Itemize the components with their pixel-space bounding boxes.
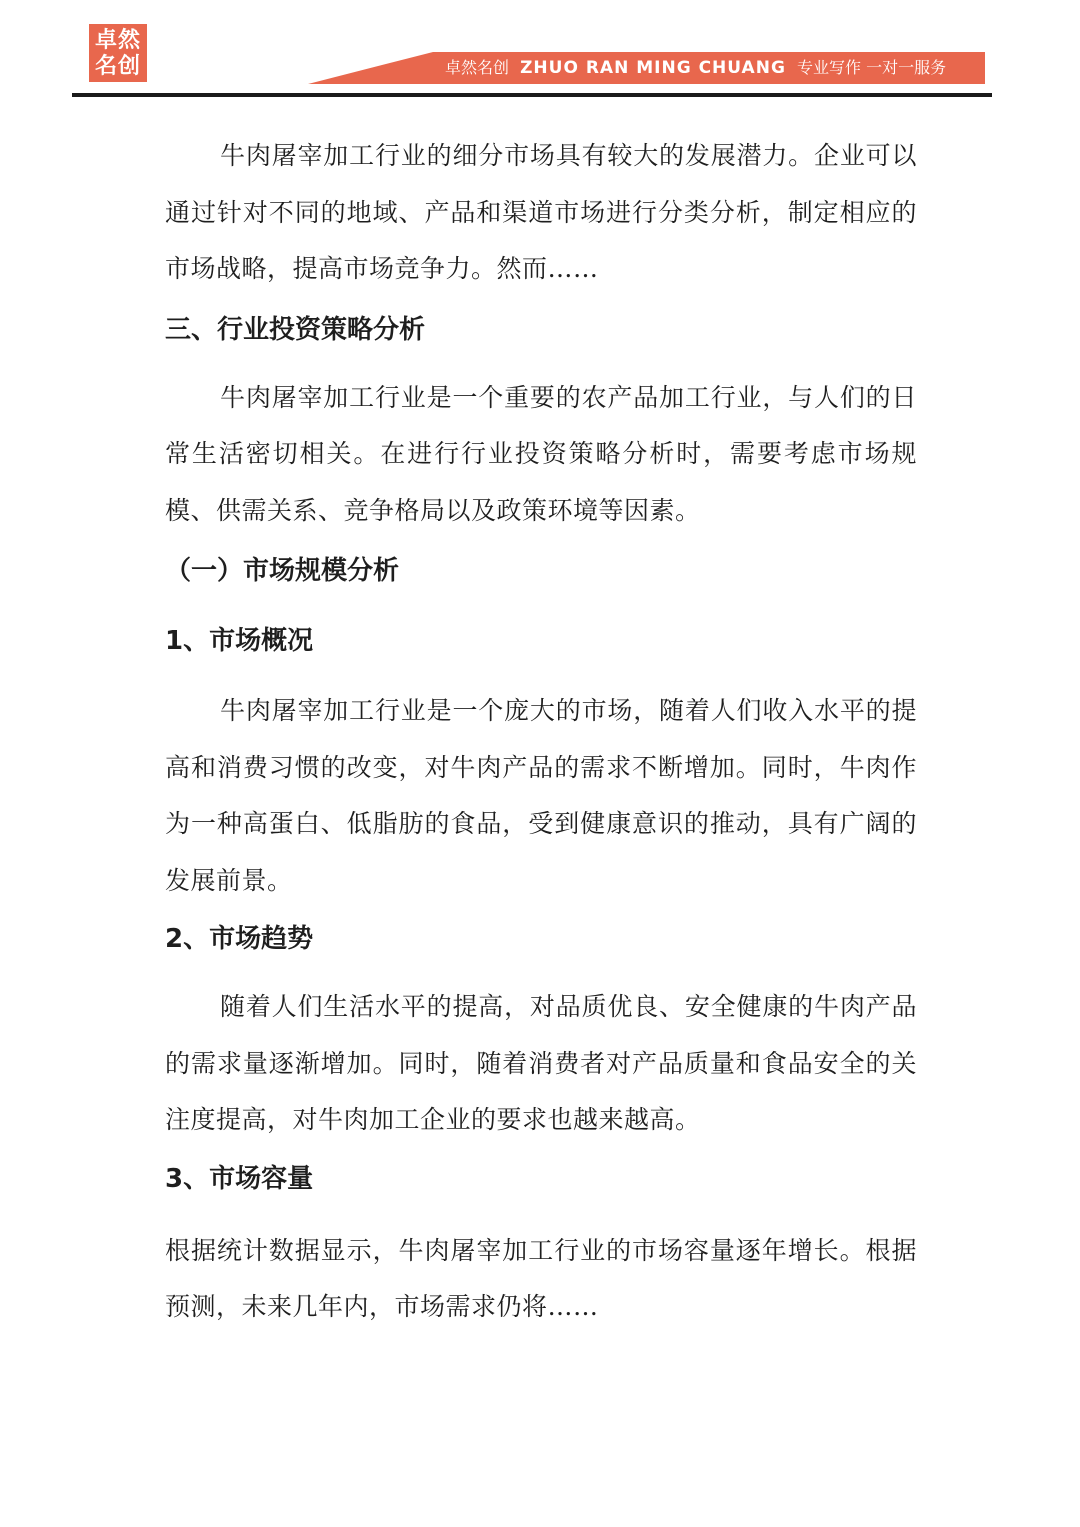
document-body [165, 128, 917, 1336]
section-heading: 三、行业投资策略分析 [165, 314, 426, 345]
brand-banner [433, 52, 985, 84]
brand-logo [89, 24, 147, 82]
banner-wedge [308, 52, 433, 84]
paragraph: 牛肉屠宰加工行业是一个重要的农产品加工行业，与人们的日常生活密切相关。在进行行业投资策略分析时，需要考虑市场规模、供需关系、竞争格局以及政策环境等因素。 [165, 382, 917, 525]
paragraph: 牛肉屠宰加工行业的细分市场具有较大的发展潜力。企业可以通过针对不同的地域、产品和渠道市场进行分类分析，制定相应的市场战略，提高市场竞争力。然而…… [165, 141, 917, 283]
paragraph: 牛肉屠宰加工行业是一个庞大的市场，随着人们收入水平的提高和消费习惯的改变，对牛肉产品的需求不断增加。同时，牛肉作为一种高蛋白、低脂肪的食品，受到健康意识的推动，具有广阔的发展前景。 [165, 696, 917, 895]
paragraph: 随着人们生活水平的提高，对品质优良、安全健康的牛肉产品的需求量逐渐增加。同时，随着消费者对产品质量和食品安全的关注度提高，对牛肉加工企业的要求也越来越高。 [165, 992, 917, 1134]
banner-en-name: ZHUO RAN MING CHUANG [520, 58, 786, 78]
subsection-heading: （一）市场规模分析 [165, 556, 400, 586]
subsubsection-heading: 2、市场趋势 [165, 924, 314, 954]
subsubsection-heading: 3、市场容量 [165, 1163, 314, 1194]
banner-tagline: 专业写作 一对一服务 [797, 58, 947, 77]
subsubsection-heading: 1、市场概况 [165, 626, 314, 656]
page-header [0, 0, 1080, 100]
logo-text-bottom: 名创 [94, 53, 141, 79]
header-rule [72, 93, 992, 97]
logo-text-top: 卓然 [94, 27, 141, 53]
paragraph: 根据统计数据显示，牛肉屠宰加工行业的市场容量逐年增长。根据预测，未来几年内，市场需求仍将…… [165, 1235, 917, 1321]
banner-cn-name: 卓然名创 [445, 58, 510, 77]
